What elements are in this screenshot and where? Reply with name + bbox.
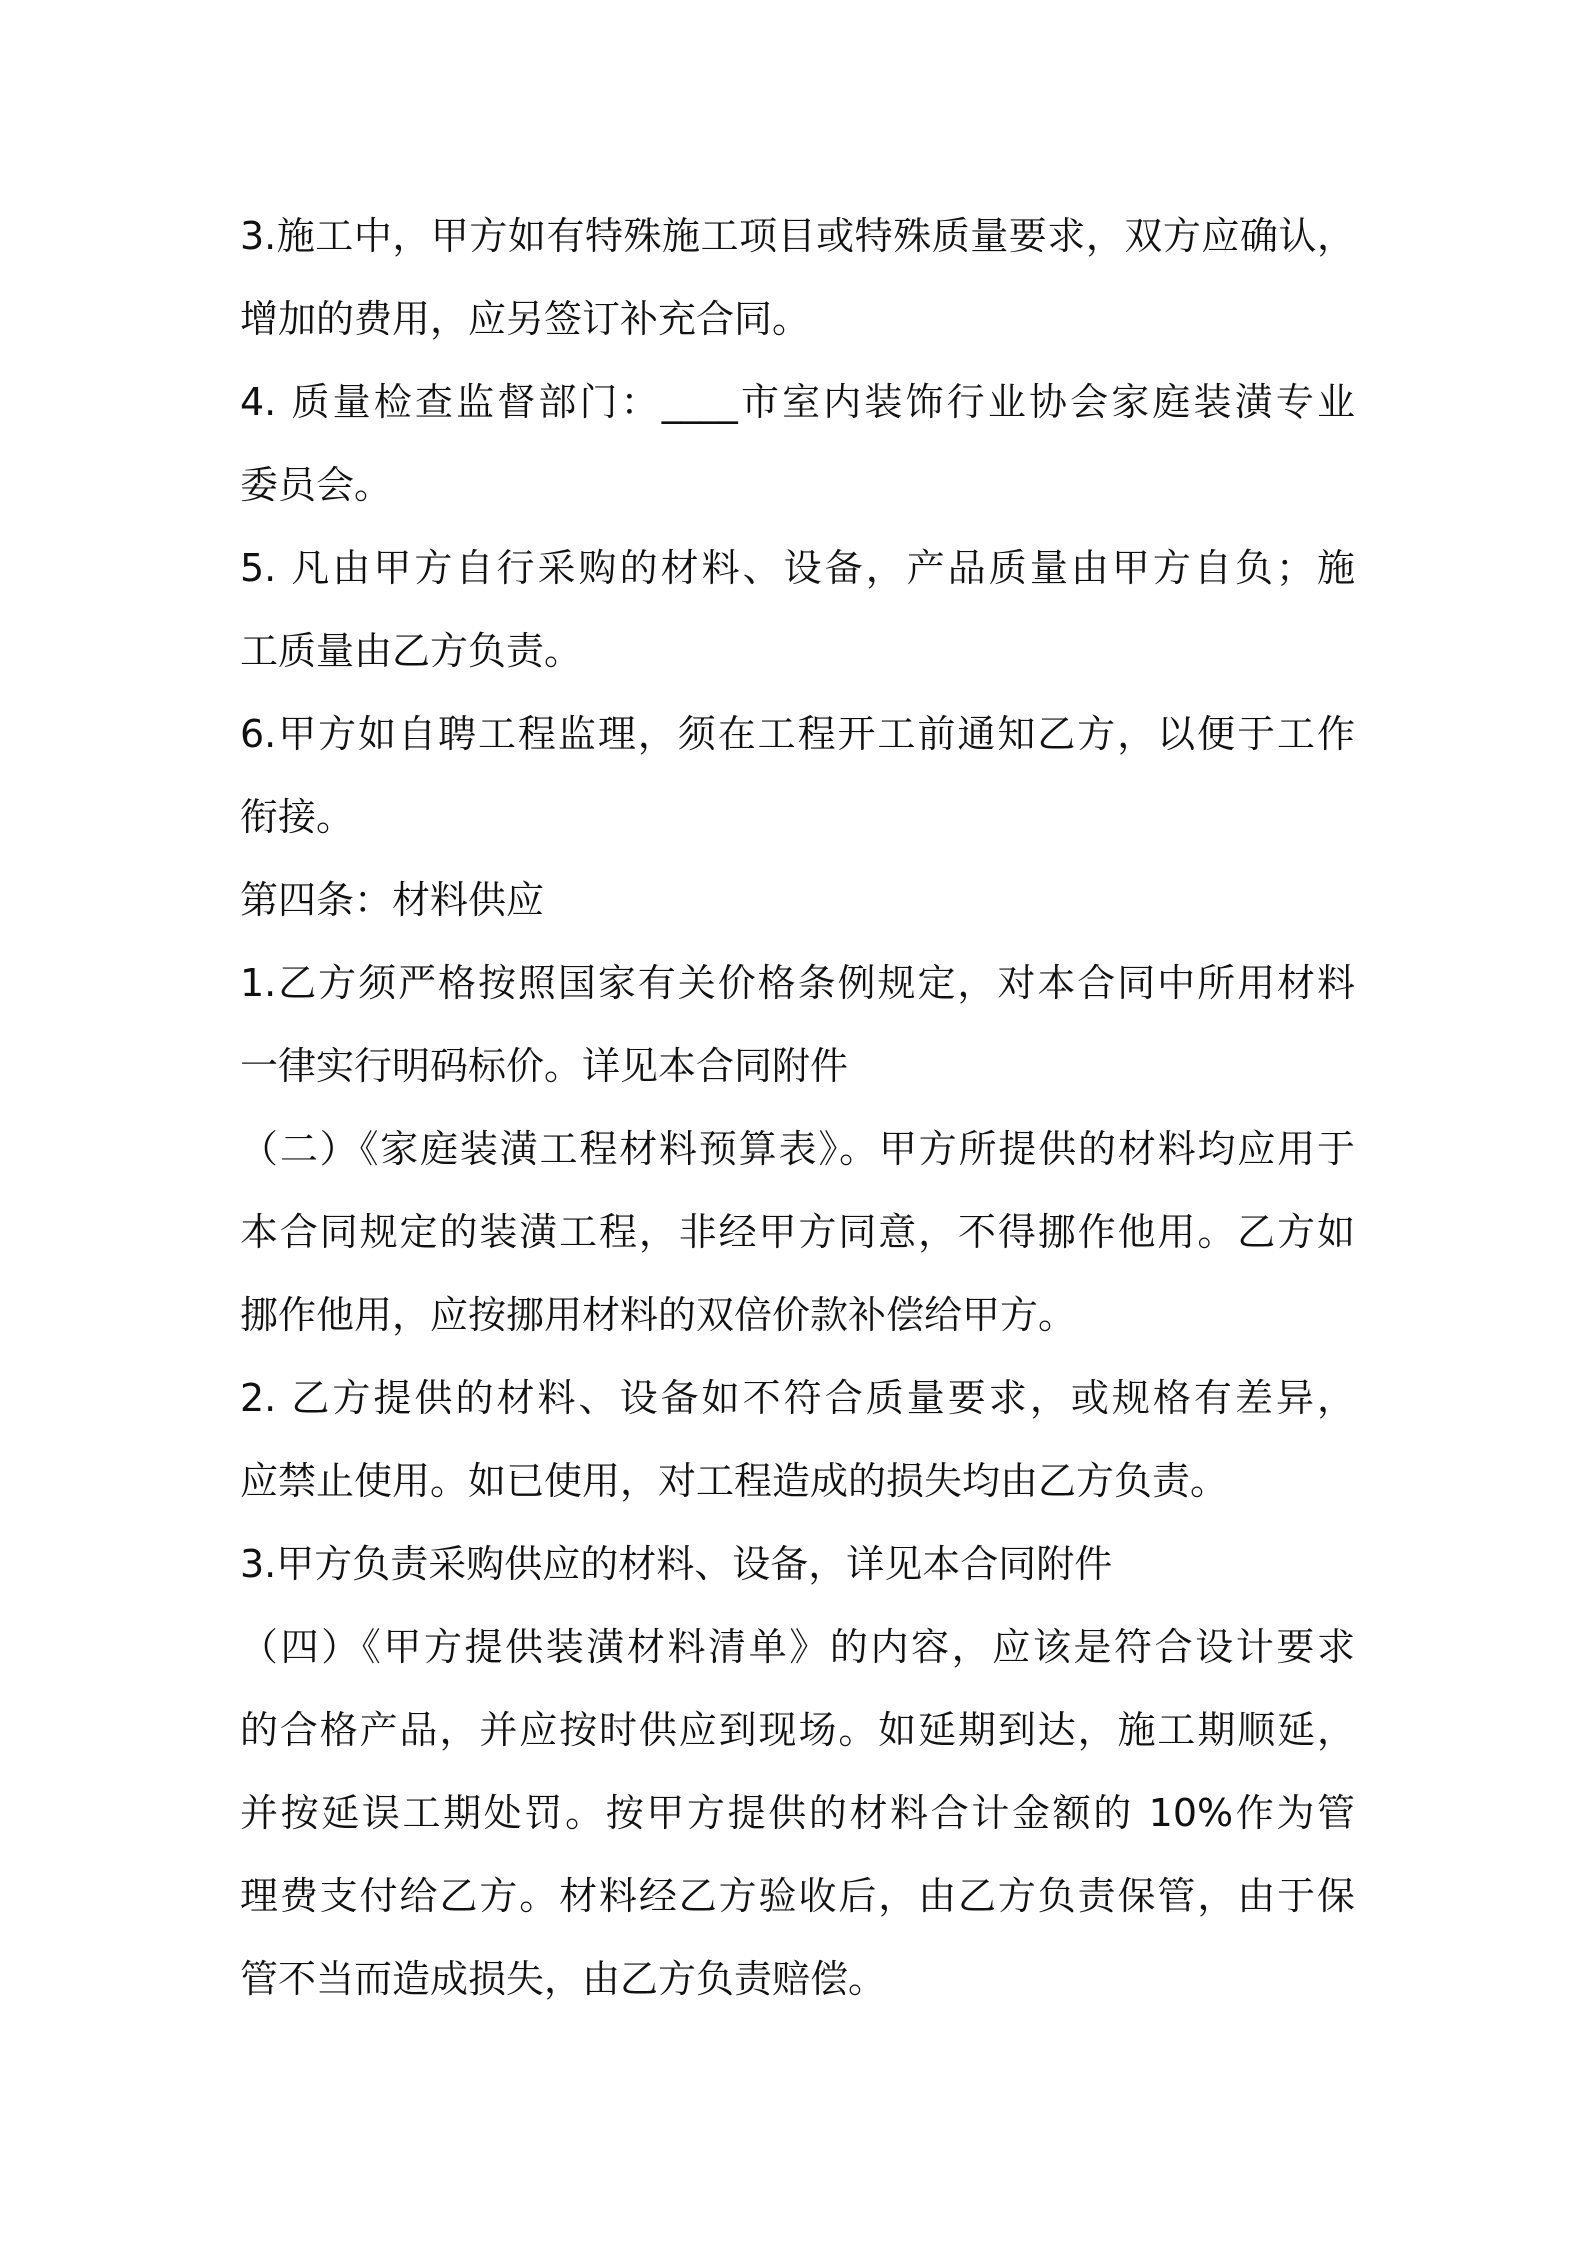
text-line: 的合格产品，并应按时供应到现场。如延期到达，施工期顺延， bbox=[240, 1708, 1355, 1752]
text-line: 衔接。 bbox=[240, 795, 355, 839]
text-line: 并按延误工期处罚。按甲方提供的材料合计金额的 10%作为管 bbox=[240, 1791, 1355, 1835]
document-body bbox=[240, 195, 1355, 2021]
text-line: 本合同规定的装潢工程，非经甲方同意，不得挪作他用。乙方如 bbox=[240, 1210, 1355, 1254]
text-line: 3.施工中，甲方如有特殊施工项目或特殊质量要求，双方应确认， bbox=[240, 214, 1355, 258]
text-line: 一律实行明码标价。详见本合同附件 bbox=[240, 1044, 849, 1088]
text-line: （二）《家庭装潢工程材料预算表》。甲方所提供的材料均应用于 bbox=[240, 1127, 1355, 1171]
text-line: （四）《甲方提供装潢材料清单》的内容，应该是符合设计要求 bbox=[240, 1625, 1355, 1669]
text-line: 6.甲方如自聘工程监理，须在工程开工前通知乙方，以便于工作 bbox=[240, 712, 1355, 756]
text-line: 增加的费用，应另签订补充合同。 bbox=[240, 297, 811, 341]
text-line: 工质量由乙方负责。 bbox=[240, 629, 583, 673]
text-line: 3.甲方负责采购供应的材料、设备，详见本合同附件 bbox=[240, 1542, 1113, 1586]
text-line: 2. 乙方提供的材料、设备如不符合质量要求，或规格有差异， bbox=[240, 1376, 1355, 1420]
text-line: 4. 质量检查监督部门：____市室内装饰行业协会家庭装潢专业 bbox=[240, 380, 1355, 424]
text-line: 1.乙方须严格按照国家有关价格条例规定，对本合同中所用材料 bbox=[240, 961, 1355, 1005]
text-line: 挪作他用，应按挪用材料的双倍价款补偿给甲方。 bbox=[240, 1293, 1077, 1337]
text-line: 理费支付给乙方。材料经乙方验收后，由乙方负责保管，由于保 bbox=[240, 1874, 1355, 1918]
text-line: 5. 凡由甲方自行采购的材料、设备，产品质量由甲方自负；施 bbox=[240, 546, 1355, 590]
section-heading: 第四条：材料供应 bbox=[240, 878, 545, 922]
text-line: 管不当而造成损失，由乙方负责赔偿。 bbox=[240, 1957, 887, 2001]
text-line: 应禁止使用。如已使用，对工程造成的损失均由乙方负责。 bbox=[240, 1459, 1229, 1503]
text-line: 委员会。 bbox=[240, 463, 393, 507]
